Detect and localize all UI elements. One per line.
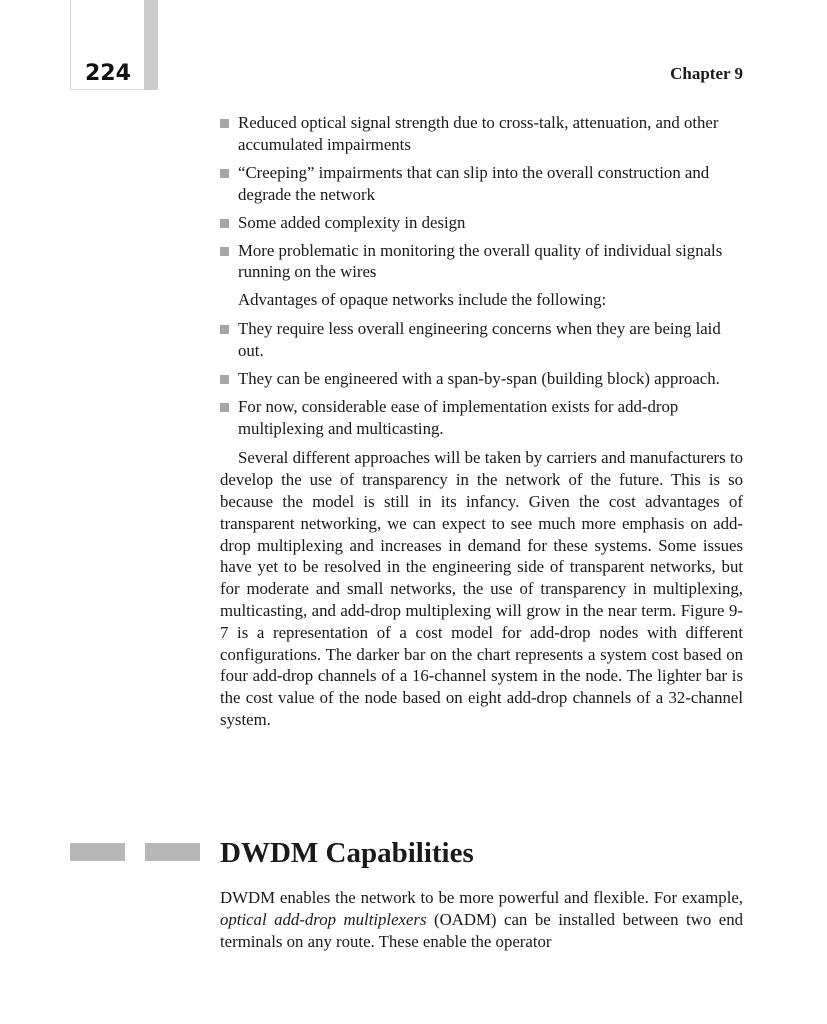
page-tab-bar bbox=[144, 0, 158, 90]
list-item-text: “Creeping” impairments that can slip into the overall construction and degrade the network bbox=[238, 162, 710, 204]
section-paragraph bbox=[220, 887, 743, 952]
page-number: 224 bbox=[85, 61, 131, 86]
list-item-text: More problematic in monitoring the overall quality of individual signals running on the wires bbox=[238, 240, 723, 282]
list-item-text: They require less overall engineering concerns when they are being laid out. bbox=[238, 319, 721, 360]
disadvantages-list bbox=[220, 112, 743, 283]
advantages-intro: Advantages of opaque networks include the following: bbox=[238, 290, 607, 310]
list-item-text: They can be engineered with a span-by-span (building block) approach. bbox=[238, 368, 720, 388]
list-item bbox=[220, 162, 743, 206]
chapter-heading: Chapter 9 bbox=[670, 64, 743, 83]
bullet-square-icon bbox=[220, 219, 229, 228]
bullet-square-icon bbox=[220, 403, 229, 412]
bullet-square-icon bbox=[220, 119, 229, 128]
main-content bbox=[220, 112, 743, 731]
advantages-list bbox=[220, 318, 743, 439]
list-item bbox=[220, 318, 743, 362]
list-item bbox=[220, 240, 743, 284]
section-marker-block bbox=[70, 843, 125, 861]
bullet-square-icon bbox=[220, 169, 229, 178]
bullet-square-icon bbox=[220, 375, 229, 384]
list-item bbox=[220, 112, 743, 156]
section-title: DWDM Capabilities bbox=[220, 837, 474, 869]
list-item-text: For now, considerable ease of implementation exists for add-drop multiplexing and multicasting. bbox=[238, 396, 679, 438]
section-marker-block bbox=[145, 843, 200, 861]
list-item bbox=[220, 212, 743, 234]
bullet-square-icon bbox=[220, 325, 229, 334]
bullet-square-icon bbox=[220, 247, 229, 256]
list-item-text: Reduced optical signal strength due to cross-talk, attenuation, and other accumulated impairments bbox=[238, 113, 719, 154]
section-text-before: DWDM enables the network to be more powerful and flexible. For example, bbox=[220, 888, 743, 907]
section-text-after: (OADM) can be installed between two end terminals on any route. These enable the operator bbox=[220, 909, 743, 951]
body-paragraph: Several different approaches will be taken by carriers and manufacturers to develop the use of transparency in the network of the future. This is so because the model is still in its infancy. Given the cost advantages of transparent networking, we can expect to see much more emphasis on add-drop multiplexing and increases in demand for these systems. Some issues have yet to be resolved in the engineering side of transparent networks, but for moderate and small networks, the use of transparency in multiplexing, multicasting, and add-drop multiplexing will grow in the near term. Figure 9-7 is a representation of a cost model for add-drop nodes with different configurations. The darker bar on the chart represents a system cost based on four add-drop channels of a 16-channel system in the node. The lighter bar is the cost value of the node based on eight add-drop channels of a 32-channel system. bbox=[220, 448, 743, 730]
section-text-italic: optical add-drop multiplexers bbox=[220, 909, 427, 929]
list-item bbox=[220, 396, 743, 440]
list-item-text: Some added complexity in design bbox=[238, 212, 466, 232]
list-item bbox=[220, 368, 743, 390]
